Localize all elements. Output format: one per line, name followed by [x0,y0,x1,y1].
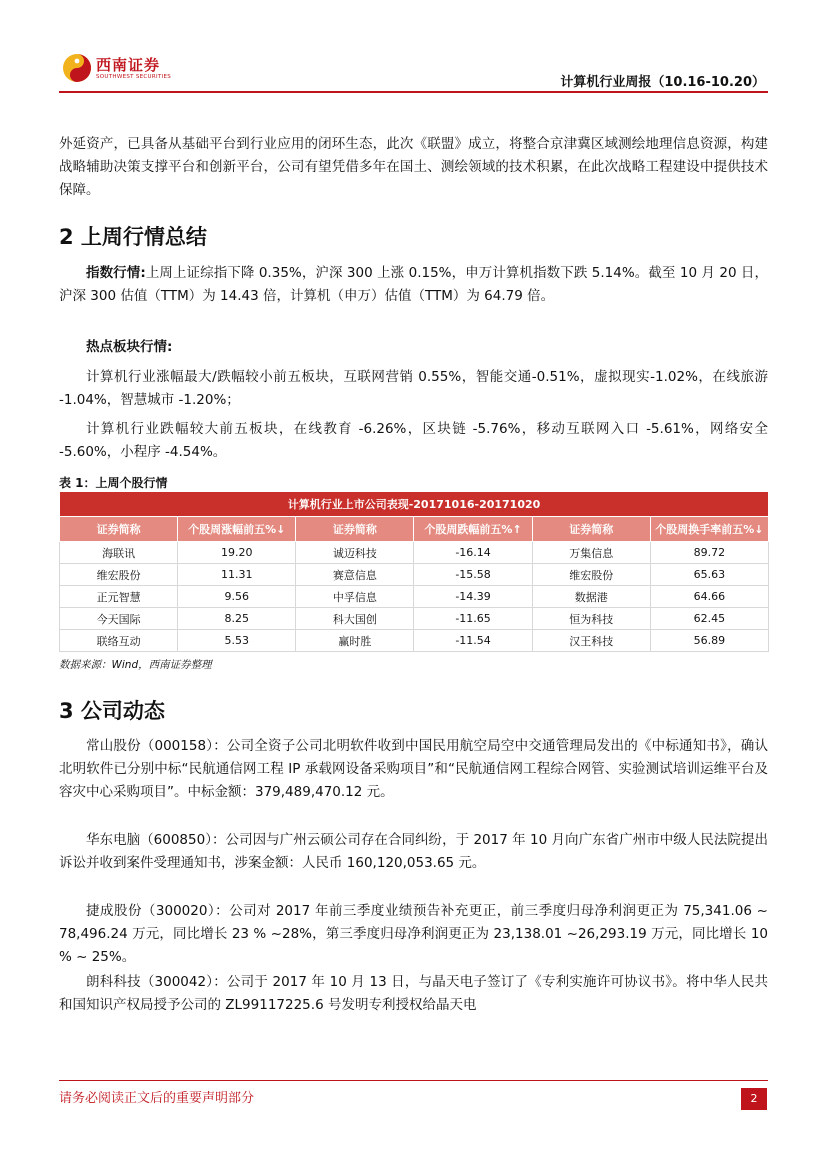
table-cell: 5.53 [178,630,296,652]
column-header: 证券简称 [532,517,650,542]
hot-sector-label-paragraph [59,336,768,359]
section-heading-company-news: 3 公司动态 [59,699,165,723]
column-header: 证券简称 [296,517,414,542]
hot-sector-top-losers: 计算机行业跌幅较大前五板块，在线教育 -6.26%，区块链 -5.76%，移动互联网入口 -5.61%，网络安全 -5.60%，小程序 -4.54%。 [59,421,768,460]
table-data-source: 数据来源：Wind，西南证券整理 [59,659,212,671]
logo-emblem-icon [62,53,92,83]
table-cell: 赢时胜 [296,630,414,652]
table-cell: -14.39 [414,586,532,608]
table-cell: 万集信息 [532,542,650,564]
company-news-item: 朗科科技（300042）：公司于 2017 年 10 月 13 日，与晶天电子签订了《专利实施许可协议书》。将中华人民共和国知识产权局授予公司的 ZL99117225.6 号发明专利授权给晶天电 [59,974,768,1013]
table-cell: 维宏股份 [532,564,650,586]
column-header: 个股周跌幅前五%↑ [414,517,532,542]
table-row [60,586,769,608]
index-market-paragraph [59,262,768,308]
index-market-text: 上周上证综指下降 0.35%，沪深 300 上涨 0.15%，申万计算机指数下跌 5.14%。截至 10 月 20 日，沪深 300 估值（TTM）为 14.43 倍，计算机（申万）估值（TTM）为 64.79 倍。 [59,265,768,304]
table-row [60,608,769,630]
table-row [60,542,769,564]
table-cell: 今天国际 [60,608,178,630]
table-row [60,564,769,586]
table-cell: 正元智慧 [60,586,178,608]
table-cell: 19.20 [178,542,296,564]
table-cell: 65.63 [650,564,768,586]
logo-chinese-name: 西南证券 [96,56,161,74]
table-cell: 诚迈科技 [296,542,414,564]
company-news-item: 常山股份（000158）：公司全资子公司北明软件收到中国民用航空局空中交通管理局发出的《中标通知书》，确认北明软件已分别中标“民航通信网工程 IP 承载网设备采购项目”和“民航通信网工程综合网管、实验测试培训运维平台及容灾中心采购项目”。中标金额：379,489,470.12 元。 [59,738,768,800]
table-cell: -11.65 [414,608,532,630]
table-cell: 汉王科技 [532,630,650,652]
company-news-item: 华东电脑（600850）：公司因与广州云硕公司存在合同纠纷，于 2017 年 10 月向广东省广州市中级人民法院提出诉讼并收到案件受理通知书，涉案金额：人民币 160,120,053.65 元。 [59,832,768,871]
logo-english-name: SOUTHWEST SECURITIES [96,74,172,80]
intro-paragraph: 外延资产，已具备从基础平台到行业应用的闭环生态，此次《联盟》成立，将整合京津冀区域测绘地理信息资源，构建战略辅助决策支撑平台和创新平台，公司有望凭借多年在国土、测绘领域的技术积累，在此次战略工程建设中提供技术保障。 [59,136,768,198]
table-cell: 9.56 [178,586,296,608]
column-header: 个股周涨幅前五%↓ [178,517,296,542]
hot-sector-top-gainers: 计算机行业涨幅最大/跌幅较小前五板块，互联网营销 0.55%，智能交通-0.51%，虚拟现实-1.02%，在线旅游 -1.04%，智慧城市 -1.20%； [59,369,768,408]
table-cell: 89.72 [650,542,768,564]
table-cell: 64.66 [650,586,768,608]
footer-disclaimer-note: 请务必阅读正文后的重要声明部分 [59,1091,255,1106]
company-news-item: 捷成股份（300020）：公司对 2017 年前三季度业绩预告补充更正，前三季度归母净利润更正为 75,341.06 ~ 78,496.24 万元，同比增长 23 % ~28%，第三季度归母净利润更正为 23,138.01 ~26,293.19 万元，同比增长 10 % ~ 25%。 [59,903,768,965]
table-cell: 11.31 [178,564,296,586]
table-cell: 科大国创 [296,608,414,630]
table-cell: 中孚信息 [296,586,414,608]
report-title: 计算机行业周报（10.16-10.20） [560,75,765,90]
table-caption: 表 1：上周个股行情 [59,476,168,490]
index-market-label: 指数行情: [86,265,146,281]
table-cell: 62.45 [650,608,768,630]
page-number: 2 [741,1088,767,1110]
stock-performance-table-container [59,491,769,652]
table-row [60,630,769,652]
table-cell: 数据港 [532,586,650,608]
table-cell: 赛意信息 [296,564,414,586]
table-cell: -16.14 [414,542,532,564]
column-header: 个股周换手率前五%↓ [650,517,768,542]
stock-performance-table [59,491,769,652]
table-cell: 8.25 [178,608,296,630]
header-divider [59,91,768,93]
section-heading-market-summary: 2 上周行情总结 [59,225,207,249]
column-header: 证券简称 [60,517,178,542]
hot-sector-label: 热点板块行情: [86,339,173,355]
table-cell: 联络互动 [60,630,178,652]
company-logo [62,52,172,88]
table-cell: -11.54 [414,630,532,652]
footer-divider [59,1080,768,1081]
table-cell: 海联讯 [60,542,178,564]
table-cell: 恒为科技 [532,608,650,630]
table-title: 计算机行业上市公司表现-20171016-20171020 [60,492,769,517]
table-cell: -15.58 [414,564,532,586]
table-cell: 维宏股份 [60,564,178,586]
table-cell: 56.89 [650,630,768,652]
